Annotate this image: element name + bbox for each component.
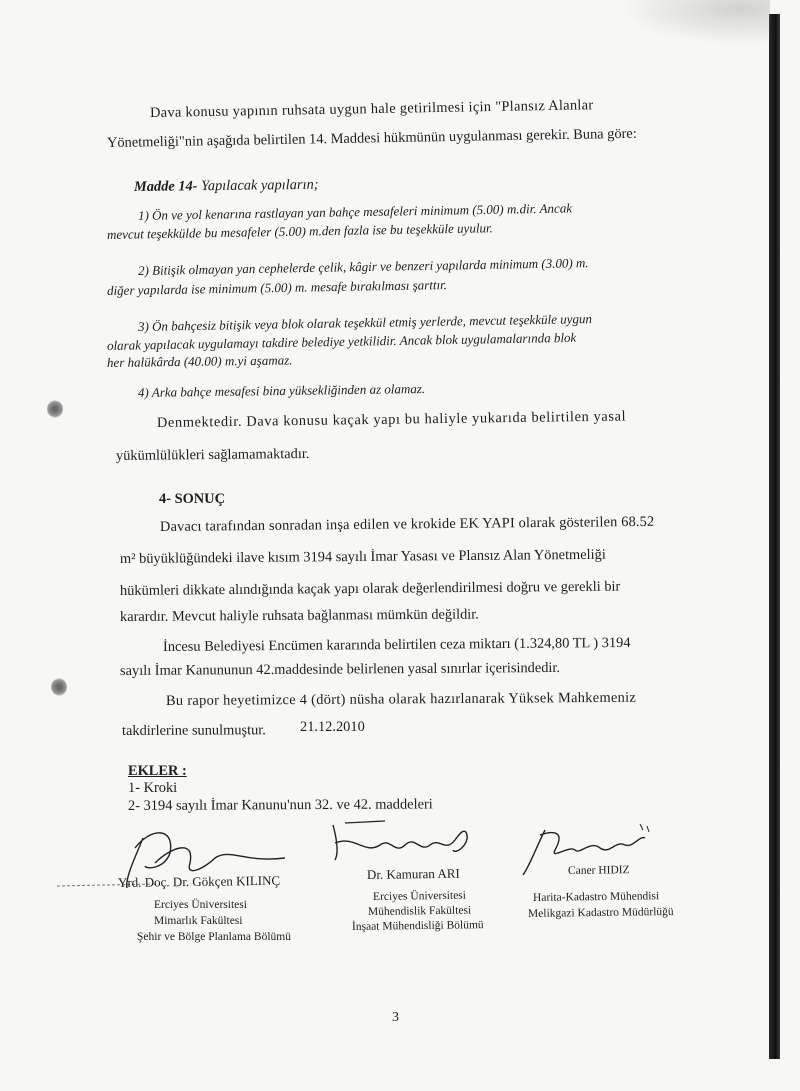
signatory-1-university: Erciyes Üniversitesi [154,899,247,911]
sonuc-p3-line-1: Bu rapor heyetimizce 4 (dört) nüsha olarak hazırlanarak Yüksek Mahkemeniz [165,689,637,709]
sonuc-heading: 4- SONUÇ [159,491,225,507]
madde-p1-line-1: 1) Ön ve yol kenarına rastlayan yan bahçe mesafeleri minimum (5.00) m.dir. Ancak [137,200,573,223]
signatory-1-faculty: Mimarlık Fakültesi [154,915,243,927]
scan-border-shadow [769,14,780,1059]
signatory-3-name: Caner HIDIZ [567,864,630,877]
madde-p4: 4) Arka bahçe mesafesi bina yüksekliğinden az olamaz. [137,380,426,400]
signature-1-image [55,818,295,908]
madde-p3-line-3: her halükârda (40.00) m.yi aşamaz. [106,352,293,370]
madde-p1-line-2: mevcut teşekkülde bu mesafeler (5.00) m.den fazla ise bu teşekküle uyulur. [106,220,493,242]
sonuc-p2-line-2: sayılı İmar Kanununun 42.maddesinde belirlenen yasal sınırlar içerisindedir. [119,659,561,679]
punch-hole-mark [47,400,63,418]
madde-p3-line-1: 3) Ön bahçesiz bitişik veya blok olarak teşekkül etmiş yerlerde, mevcut teşekküle uygun [137,311,593,334]
sonuc-p1-line-4: karardır. Mevcut haliyle ruhsata bağlanması mümkün değildir. [119,606,479,625]
signatory-2-name: Dr. Kamuran ARI [366,865,460,882]
signatory-3-office: Melikgazi Kadastro Müdürlüğü [527,905,674,920]
madde-p2-line-1: 2) Bitişik olmayan yan cephelerde çelik, kâgir ve benzeri yapılarda minimum (3.00) m. [137,255,589,278]
signatory-2-faculty: Mühendislik Fakültesi [367,904,472,918]
scan-smudge [620,0,770,45]
madde-14-label: Madde 14- [133,178,198,195]
conclusion-line-2: yükümlülükleri sağlamamaktadır. [115,445,310,464]
report-date: 21.12.2010 [300,719,365,735]
page-number: 3 [392,1010,399,1025]
sonuc-p1-line-1: Davacı tarafından sonradan inşa edilen ve krokide EK YAPI olarak gösterilen 68.52 [159,513,655,535]
ekler-item-1: 1- Kroki [128,780,178,796]
signatory-1-name: Yrd. Doç. Dr. Gökçen KILINÇ [117,872,281,890]
intro-line-1: Dava konusu yapının ruhsata uygun hale getirilmesi için "Plansız Alanlar [149,97,594,121]
signatory-2-university: Erciyes Üniversitesi [372,889,467,903]
madde-p3-line-2: olarak yapılacak uygulamayı takdire belediye yetkilidir. Ancak blok uygulamalarında blok [106,329,577,353]
signatory-2-department: İnşaat Mühendisliği Bölümü [351,919,484,933]
sonuc-p3-line-2: takdirlerine sunulmuştur. [121,722,266,739]
ekler-heading: EKLER : [128,763,187,779]
sonuc-p1-line-3: hükümleri dikkate alındığında kaçak yapı olarak değerlendirilmesi doğru ve gerekli bir [119,578,621,599]
madde-14-title: Yapılacak yapıların; [197,176,319,195]
conclusion-line-1: Denmektedir. Dava konusu kaçak yapı bu haliyle yukarıda belirtilen yasal [156,408,627,431]
sonuc-p1-line-2: m² büyüklüğündeki ilave kısım 3194 sayılı İmar Yasası ve Plansız Alan Yönetmeliği [119,546,606,567]
sonuc-p2-line-1: İncesu Belediyesi Encümen kararında belirtilen ceza miktarı (1.324,80 TL ) 3194 [162,634,631,655]
punch-hole-mark [51,678,67,696]
signatory-1-department: Şehir ve Bölge Planlama Bölümü [137,931,291,943]
madde-14-heading [134,176,319,196]
signature-2-image [325,815,475,870]
madde-p2-line-2: diğer yapılarda ise minimum (5.00) m. mesafe bırakılması şarttır. [106,277,448,298]
intro-line-2: Yönetmeliği"nin aşağıda belirtilen 14. Maddesi hükmünün uygulanması gerekir. Buna göre: [106,125,637,151]
ekler-item-2: 2- 3194 sayılı İmar Kanunu'nun 32. ve 42. maddeleri [127,796,433,814]
signatory-3-title: Harita-Kadastro Mühendisi [532,890,660,904]
